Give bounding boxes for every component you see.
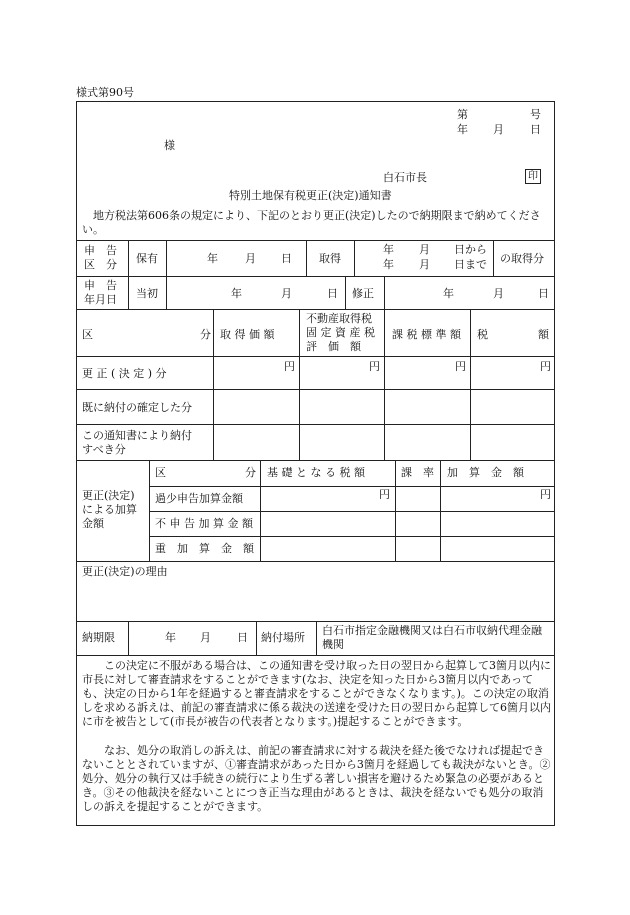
to-year: 年 bbox=[383, 258, 394, 271]
from-year: 年 bbox=[383, 243, 394, 256]
deadline-month: 月 bbox=[200, 631, 211, 644]
place-label: 納付場所 bbox=[261, 631, 305, 644]
t2-header-base-tax: 基 礎 と な る 税 額 bbox=[267, 466, 365, 479]
acquisition-portion: の取得分 bbox=[500, 252, 544, 265]
t1-header-gaku: 額 bbox=[538, 328, 549, 341]
from-suffix: 日から bbox=[454, 243, 487, 256]
date-day: 日 bbox=[530, 123, 541, 136]
to-month: 月 bbox=[419, 258, 430, 271]
to-suffix: 日まで bbox=[454, 258, 487, 271]
t1-header-acquisition-price: 取 得 価 額 bbox=[220, 328, 275, 341]
t1-header-bun: 分 bbox=[200, 328, 211, 341]
t2-row-underreport: 過少申告加算金額 bbox=[155, 492, 243, 505]
reason-label: 更正(決定)の理由 bbox=[82, 565, 168, 578]
filing-tosho: 当初 bbox=[136, 287, 158, 300]
t1-header-tax-base: 課 税 標 準 額 bbox=[392, 328, 461, 341]
shusei-month: 月 bbox=[493, 287, 504, 300]
filing-month: 月 bbox=[245, 252, 256, 265]
date-year: 年 bbox=[457, 123, 468, 136]
t2-header-penalty: 加 算 金 額 bbox=[447, 466, 524, 479]
seal-stamp: 印 bbox=[525, 169, 541, 184]
filing-day: 日 bbox=[281, 252, 292, 265]
filing-date-label: 申 告 年月日 bbox=[84, 279, 117, 306]
shusei-day: 日 bbox=[538, 287, 549, 300]
t2-header-ku: 区 bbox=[155, 466, 166, 479]
t2-group-label: 更正(決定) による加算 金額 bbox=[82, 489, 137, 530]
t1-header-assessed-value: 不動産取得税 固 定 資 産 税 評 価 額 bbox=[306, 312, 375, 353]
filing-shusei: 修正 bbox=[352, 287, 374, 300]
t2-row-heavy: 重 加 算 金 額 bbox=[155, 542, 254, 555]
deadline-year: 年 bbox=[165, 631, 176, 644]
t1-yen-3: 円 bbox=[455, 360, 466, 373]
tosho-day: 日 bbox=[327, 287, 338, 300]
t2-header-bun: 分 bbox=[245, 466, 256, 479]
shusei-year: 年 bbox=[443, 287, 454, 300]
t1-row-confirmed: 既に納付の確定した分 bbox=[82, 401, 192, 414]
number-suffix: 号 bbox=[530, 108, 541, 121]
t2-header-rate: 課 率 bbox=[401, 466, 434, 479]
t2-yen-1: 円 bbox=[379, 488, 390, 501]
issuer: 白石市長 bbox=[383, 171, 427, 184]
t1-header-zei: 税 bbox=[477, 328, 488, 341]
notice-paragraph-1: この決定に不服がある場合は、この通知書を受け取った日の翌日から起算して3箇月以内に市長に対して審査請求をすることができます(なお、決定を知った日から3箇月以内であっても、決定の日から1年を経過すると審査請求をすることができなくなります。)。この決定の取消しを求める訴えは、前記の審査請求に係る裁決の送達を受けた日の翌日から起算して6箇月以内に市を被告として(市長が被告の代表者となります。)提起することができます。 bbox=[82, 659, 551, 728]
from-month: 月 bbox=[419, 243, 430, 256]
document-title: 特別土地保有税更正(決定)通知書 bbox=[229, 189, 392, 202]
filing-category-label: 申 告 区 分 bbox=[84, 244, 117, 271]
t1-yen-2: 円 bbox=[369, 360, 380, 373]
deadline-day: 日 bbox=[237, 631, 248, 644]
addressee-suffix: 様 bbox=[164, 139, 175, 152]
t2-row-nonfiling: 不 申 告 加 算 金 額 bbox=[155, 517, 253, 530]
t1-row-to-pay: この通知書により納付 すべき分 bbox=[82, 429, 192, 456]
tosho-month: 月 bbox=[281, 287, 292, 300]
filing-year: 年 bbox=[207, 252, 218, 265]
t1-header-ku: 区 bbox=[82, 328, 93, 341]
t1-yen-1: 円 bbox=[284, 360, 295, 373]
intro-text: 地方税法第606条の規定により、下記のとおり更正(決定)したので納期限まで納めてください。 bbox=[82, 209, 541, 236]
tosho-year: 年 bbox=[231, 287, 242, 300]
number-label: 第 bbox=[457, 108, 468, 121]
notice-paragraph-2: なお、処分の取消しの訴えは、前記の審査請求に対する裁決を経た後でなければ提起できないこととされていますが、①審査請求があった日から3箇月を経過しても裁決がないとき。②処分、処分の執行又は手続きの続行により生ずる著しい損害を避けるため緊急の必要があるとき。③その他裁決を経ないことにつき正当な理由があるときは、裁決を経ないでも処分の取消しの訴えを提起することができます。 bbox=[82, 744, 551, 813]
t1-yen-4: 円 bbox=[540, 360, 551, 373]
filing-shutoku: 取得 bbox=[319, 252, 341, 265]
form-number: 様式第90号 bbox=[76, 86, 134, 99]
deadline-label: 納期限 bbox=[82, 631, 115, 644]
date-month: 月 bbox=[493, 123, 504, 136]
t2-yen-2: 円 bbox=[540, 488, 551, 501]
place-value: 白石市指定金融機関又は白石市収納代理金融機関 bbox=[322, 624, 542, 651]
t1-row-correction: 更 正 ( 決 定 ) 分 bbox=[82, 367, 167, 380]
filing-hoyu: 保有 bbox=[136, 252, 158, 265]
